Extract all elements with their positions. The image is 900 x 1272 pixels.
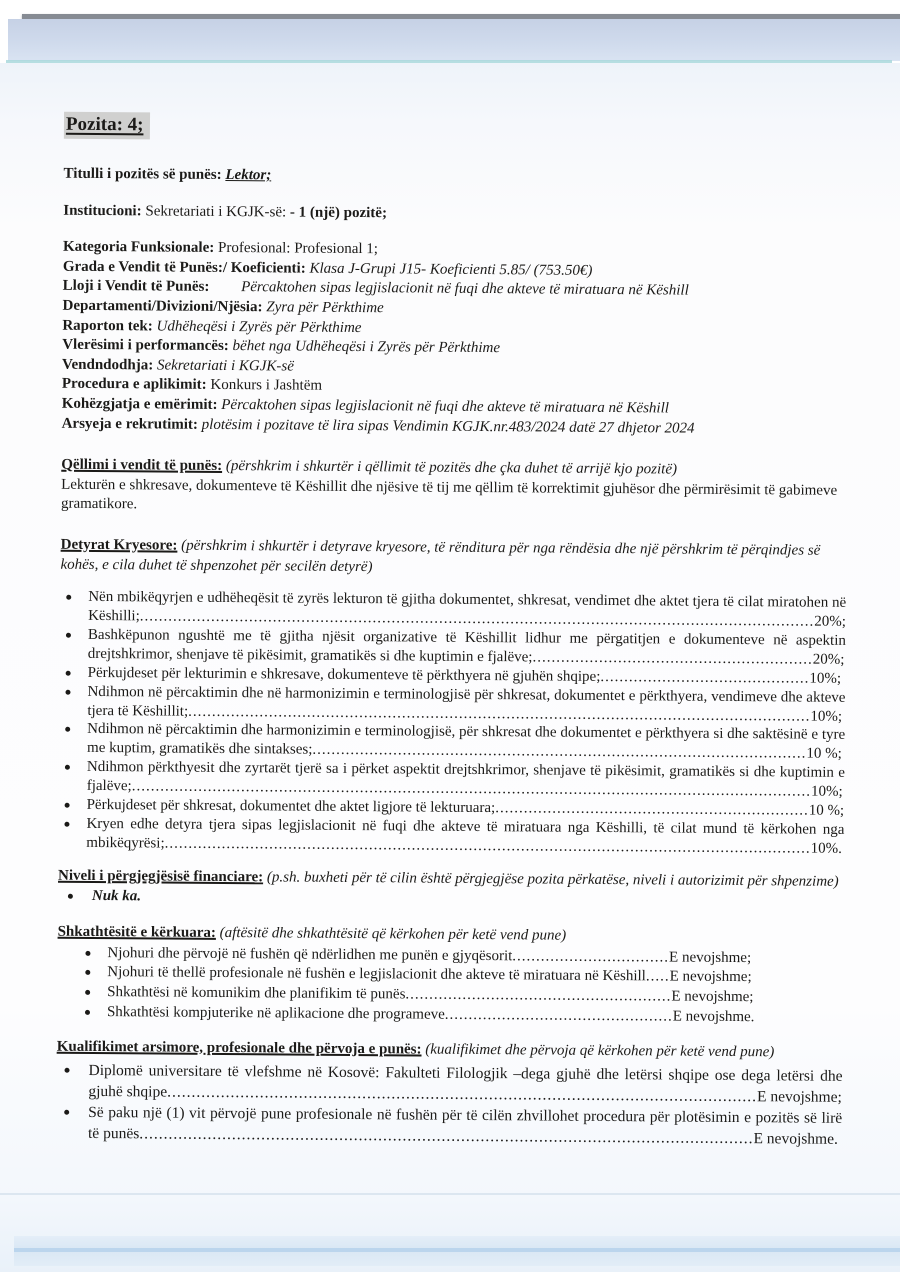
field-label: Lloji i Vendit të Punës: <box>62 278 210 296</box>
bullet-icon <box>66 633 71 638</box>
scan-faint-rule <box>0 1193 900 1195</box>
leader-dots: ................................................................................................................................... <box>188 703 811 725</box>
bullet-icon <box>68 894 73 899</box>
bullet-icon <box>85 990 90 995</box>
field-value: Sekretariati i KGJK-së <box>156 357 294 375</box>
field-label-institucioni: Institucioni: <box>63 202 142 219</box>
bullet-icon <box>64 822 69 827</box>
bullet-icon <box>65 765 70 770</box>
leader-dots: .................................................................. <box>495 800 809 819</box>
bullet-item <box>58 887 844 913</box>
position-heading-text: Pozita: 4; <box>64 112 150 140</box>
section-body: Lekturën e shkresave, dokumenteve të Këshillit dhe njësive të tij me qëllim të korrektimit gjuhësor dhe përmirësimit të gabimeve gramatikore. <box>60 476 838 513</box>
requirement-value: E nevojshme; <box>756 1088 842 1107</box>
bullet-text: Shkathtësi në komunikim dhe planifikim të punës <box>107 984 406 1003</box>
leader-dots: ..... <box>645 968 670 985</box>
percent-value: 20%; <box>814 613 846 630</box>
field-value: plotësim i pozitave të lira sipas Vendimin KGJK.nr.483/2024 datë 27 dhjetor 2024 <box>201 416 695 437</box>
field-value: Profesional: Profesional 1; <box>217 240 379 258</box>
field-row-titulli <box>63 165 849 191</box>
section-qellimi <box>61 456 847 521</box>
detyrat-list <box>58 588 846 859</box>
section-heading: Qëllimi i vendit të punës: <box>61 456 223 475</box>
bullet-icon <box>85 950 90 955</box>
requirement-value: E nevojshme. <box>753 1130 838 1149</box>
field-value-institucioni-positions: - 1 (një) pozitë; <box>289 204 388 221</box>
field-label: Raporton tek: <box>62 317 153 334</box>
field-value: bëhet nga Udhëheqësi i Zyrës për Përkthime <box>232 338 501 357</box>
field-label: Arsyeja e rekrutimit: <box>61 415 199 433</box>
leader-dots: ......................................................................................................................... <box>167 1083 758 1106</box>
bullet-text: Bashkëpunon ngushtë me të gjitha njësit organizative të Këshillit lidhur me përgatitjen e dokumenteve në aspektin drejtshkrimor, shenjave të pikësimit, gramatikës si dhe kuptimin e fjalëve; <box>87 626 846 666</box>
leader-dots: .............................................................................................................................. <box>139 1125 754 1148</box>
section-heading: Shkathtësitë e kërkuara: <box>57 923 217 941</box>
bullet-icon <box>65 689 70 694</box>
section-heading: Detyrat Kryesore: <box>60 536 178 554</box>
bullet-text: Shkathtësi kompjuterike në aplikacione dhe programeve <box>106 1004 445 1023</box>
field-value: Përcaktohen sipas legjislacionit në fuqi dhe akteve të miratuara në Këshill <box>221 396 670 417</box>
shkath-list <box>57 943 844 1028</box>
leader-dots: .............................................................................................................................................. <box>139 608 815 630</box>
field-label: Vlerësimi i performancës: <box>62 336 229 355</box>
position-heading <box>64 112 850 145</box>
bullet-text: Kryen edhe detyra tjera sipas legjislacionit në fuqi dhe akteve të miratuara nga Këshilli, të cilat mund të kërkohen nga mbikëqyrësi; <box>86 815 845 852</box>
requirement-value: E nevojshme; <box>669 968 752 986</box>
bullet-icon <box>85 970 90 975</box>
percent-value: 20%; <box>812 651 845 668</box>
leader-dots: ................................. <box>512 947 670 966</box>
section-parenthetical: (aftësitë dhe shkathtësitë që kërkohen për ketë vend pune) <box>219 924 567 944</box>
leader-dots: ............................................................................................................................................... <box>131 778 812 800</box>
section-parenthetical: (përshkrim i shkurtër i detyrave kryesore, të rënditura për nga rëndësia dhe një përshkrim të përqindjes së kohës, e cila duhet të shpenzohet për secilën detyrë) <box>60 537 821 575</box>
bullet-item <box>56 1060 842 1108</box>
leader-dots: ........................................................................................................................................ <box>164 835 811 857</box>
leader-dots: ............................................ <box>600 668 810 687</box>
field-label-titulli: Titulli i pozitës së punës: <box>63 165 222 183</box>
bullet-icon <box>65 1068 70 1073</box>
bullet-text: Njohuri dhe përvojë në fushën që ndërlidhen me punën e gjyqësorit <box>107 944 513 964</box>
field-value: Udhëheqësi i Zyrës për Përkthime <box>156 318 362 336</box>
field-value-institucioni: Sekretariati i KGJK-së: <box>145 202 287 221</box>
requirement-value: E nevojshme. <box>672 1008 755 1026</box>
section-niveli <box>58 866 844 912</box>
bullet-text: Njohuri të thellë profesionale në fushën e legjislacionit dhe akteve të miratuara në Këshill <box>107 964 646 985</box>
field-label: Kohëzgjatja e emërimit: <box>61 395 218 413</box>
section-parenthetical: (p.sh. buxheti për të cilin është përgjegjëse pozita përkatëse, niveli i autorizimit për shpenzime) <box>266 869 839 890</box>
bullet-text: Përkujdeset për lekturimin e shkresave, dokumenteve të përkthyera në gjuhën shqipe; <box>87 664 601 685</box>
bullet-item <box>60 588 846 632</box>
bullet-text: Së paku një (1) vit përvojë pune profesionale në fushën për të cilën zhvillohet procedura për plotësimin e pozitës së lirë të punës <box>87 1104 843 1143</box>
field-value: Klasa J-Grupi J15- Koeficienti 5.85/ (753.50€) <box>309 260 593 279</box>
requirement-value: E nevojshme; <box>669 949 752 966</box>
field-value: Konkurs i Jashtëm <box>210 377 323 395</box>
bullet-text: Ndihmon në përcaktimin dhe në harmonizimin e terminologjisë për shkresat, dokumentet e përkthyera, vendimeve dhe akteve tjera të Këshillit; <box>87 683 846 720</box>
requirement-value: E nevojshme; <box>671 988 754 1006</box>
bullet-icon <box>85 1010 90 1015</box>
field-label: Procedura e aplikimit: <box>61 376 207 394</box>
bullet-text: Diplomë universitare të vlefshme në Kosovë: Fakulteti Filologjik –dega gjuhë dhe letërsi shqipe ose dega letërsi dhe gjuhë shqipe <box>88 1062 843 1101</box>
leader-dots: ................................................ <box>444 1006 673 1025</box>
bullet-text: Nuk ka. <box>91 888 142 905</box>
bullet-item <box>59 682 845 726</box>
percent-value: 10%; <box>810 783 843 801</box>
percent-value: 10%. <box>810 840 842 857</box>
bullet-icon <box>65 803 70 808</box>
bullet-item <box>58 815 844 859</box>
percent-value: 10%; <box>810 708 843 725</box>
section-heading: Kualifikimet arsimore, profesionale dhe përvoja e punës: <box>56 1038 422 1058</box>
bullet-text: Përkujdeset për shkresat, dokumentet dhe aktet ligjore të lekturuara; <box>86 796 496 817</box>
bullet-item <box>60 626 846 670</box>
percent-value: 10 %; <box>808 802 845 819</box>
bullet-icon <box>66 670 71 675</box>
bullet-icon <box>65 727 70 732</box>
field-value-titulli: Lektor; <box>225 166 272 184</box>
section-kualifikimet <box>57 1037 843 1063</box>
bullet-text: Ndihmon në përcaktimin dhe harmonizimin e terminologjisë, për shkresat dhe dokumentet e përkthyera si dhe saktësinë e tyre me kuptim, gramatikës dhe sintakses; <box>87 721 846 759</box>
section-detyrat <box>60 536 846 581</box>
field-value: Zyra për Përkthime <box>266 299 384 317</box>
field-value: Përcaktohen sipas legjislacionit në fuqi dhe akteve të miratuara në Këshill <box>241 279 689 300</box>
leader-dots: ........................................................................................................ <box>312 742 807 762</box>
bullet-item <box>56 1102 842 1150</box>
kualifikimet-list <box>56 1060 843 1150</box>
bullet-text: Nën mbikëqyrjen e udhëheqësit të zyrës lekturon të gjitha dokumentet, shkresat, vendimet dhe aktet tjera të cilat miratohen në Këshilli; <box>88 589 847 625</box>
field-list <box>62 238 850 440</box>
percent-value: 10 %; <box>806 745 842 763</box>
field-label: Kategoria Funksionale: <box>62 238 215 257</box>
section-parenthetical: (përshkrim i shkurtër i qëllimit të pozitës dhe çka duhet të arrijë kjo pozitë) <box>225 458 678 478</box>
field-label: Departamenti/Divizioni/Njësia: <box>62 297 263 316</box>
leader-dots: ........................................................ <box>405 986 672 1005</box>
bullet-icon <box>66 595 71 600</box>
section-heading: Niveli i përgjegjësisë financiare: <box>58 867 264 886</box>
field-label: Grada e Vendit të Punës:/ Koeficienti: <box>62 258 306 277</box>
field-row-institucioni <box>63 201 849 227</box>
percent-value: 10%; <box>809 670 842 687</box>
leader-dots: ........................................................... <box>532 649 813 668</box>
scan-bottom-edge-line <box>14 1248 900 1252</box>
field-label: Vendndodhja: <box>62 356 154 374</box>
bullet-item <box>59 720 845 764</box>
bullet-icon <box>64 1110 69 1115</box>
bullet-item <box>59 758 845 802</box>
bullet-text: Ndihmon përkthyesit dhe zyrtarët tjerë sa i përket aspektit drejtshkrimor, shenjave të pikësimit, gramatikës si dhe kuptimin e fjalëve; <box>86 759 845 795</box>
section-parenthetical: (kualifikimet dhe përvoja që kërkohen për ketë vend pune) <box>425 1041 775 1061</box>
